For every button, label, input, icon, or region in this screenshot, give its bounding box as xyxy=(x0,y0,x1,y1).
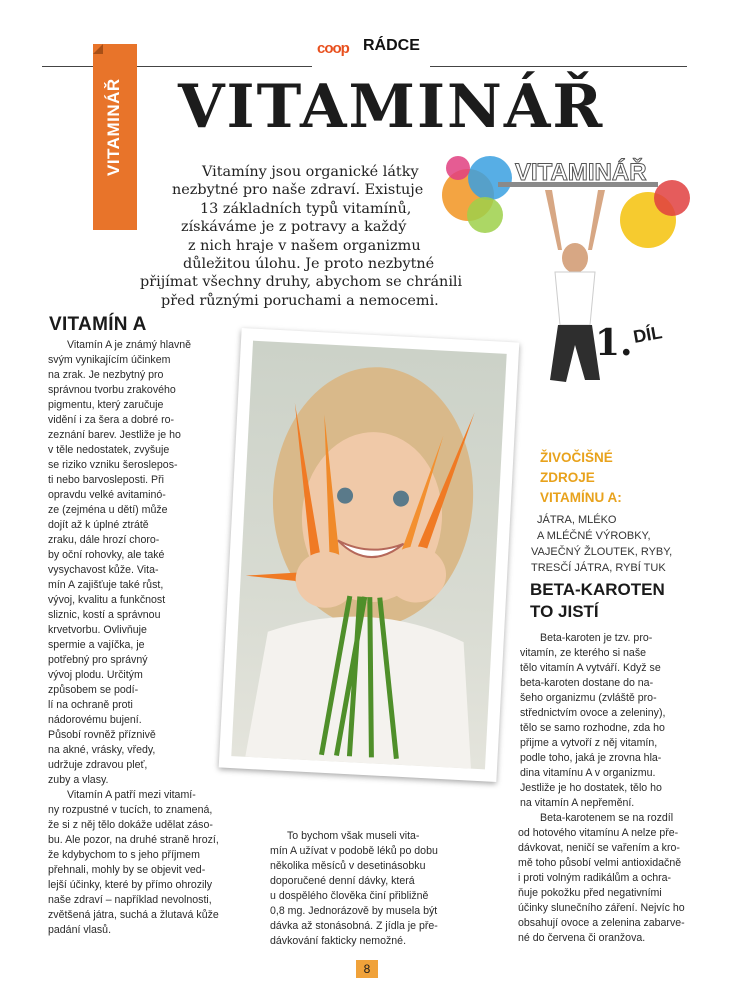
text-line: mě toho působí velmi antioxidačně xyxy=(518,857,682,869)
text-line: Vitamín A patří mezi vitamí- xyxy=(67,789,196,801)
text-line: dina vitamínu A v organizmu. xyxy=(520,767,656,779)
text-line: šeho organizmu (zvláště pro- xyxy=(520,692,657,704)
list-line: TRESČÍ JÁTRA, RYBÍ TUK xyxy=(531,562,666,574)
text-line: vývoj plodu. Určitým xyxy=(48,669,143,681)
heading-line: VITAMÍNU A: xyxy=(540,490,622,505)
text-line: dávkování fakticky nemožné. xyxy=(270,935,407,947)
text-line: lí na ochraně proti xyxy=(48,699,133,711)
text-line: ňuje pokožku před negativními xyxy=(518,887,662,899)
text-line: beta-karoten dostane do na- xyxy=(520,677,654,689)
balloon-red xyxy=(654,180,690,216)
shirt xyxy=(245,611,478,769)
text-line: se riziko vzniku šeroslepos- xyxy=(48,459,178,471)
photo-frame xyxy=(219,328,520,782)
vitamin-a-column-2 xyxy=(270,829,438,949)
man-left-arm xyxy=(545,190,562,250)
text-line: vitamín, ze kterého si naše xyxy=(520,647,647,659)
text-line: Působí rovněž příznivě xyxy=(48,729,156,741)
text-line: podle toho, jaká je zrovna hla- xyxy=(520,752,662,764)
part-number: 1. xyxy=(595,322,633,364)
text-line: od hotového vitamínu A nelze pře- xyxy=(518,827,679,839)
heading-vitamin-a: VITAMÍN A xyxy=(49,314,147,335)
intro-line: 13 základních typů vitamínů, xyxy=(200,200,412,217)
text-line: na zrak. Je nezbytný pro xyxy=(48,369,164,381)
text-line: zuby a vlasy. xyxy=(48,774,109,786)
text-line: ze (zejména u dětí) může xyxy=(48,504,168,516)
animal-sources-list xyxy=(531,512,673,576)
text-line: To bychom však museli vita- xyxy=(287,830,420,842)
page-number: 8 xyxy=(356,960,378,978)
text-line: tělo vitamín A vytváří. Když se xyxy=(520,662,661,674)
text-line: nádorovému bujení. xyxy=(48,714,142,726)
text-line: mín A zajišťuje také růst, xyxy=(48,579,164,591)
animal-sources-heading xyxy=(540,448,622,508)
text-line: naše zdraví – například nevolnosti, xyxy=(48,894,212,906)
text-line: by oční rohovky, ale také xyxy=(48,549,165,561)
text-line: Vitamín A je známý hlavně xyxy=(67,339,192,351)
ribbon-fold xyxy=(93,44,103,54)
text-line: krvetvorbu. Ovlivňuje xyxy=(48,624,147,636)
text-line: ny rozpustné v tucích, to znamená, xyxy=(48,804,213,816)
section-label: RÁDCE xyxy=(363,37,420,54)
beta-karoten-column xyxy=(518,631,685,946)
balloon-pink xyxy=(446,156,470,180)
ribbon-label: VITAMINÁŘ xyxy=(104,78,123,176)
text-line: že si z něj tělo dokáže udělat záso- xyxy=(48,819,213,831)
text-line: Jestliže je ho dostatek, tělo ho xyxy=(520,782,662,794)
text-line: vysychavost kůže. Vita- xyxy=(48,564,159,576)
man-head xyxy=(562,243,588,273)
intro-line: před různými poruchami a nemocemi. xyxy=(161,292,439,309)
text-line: způsobem se podí- xyxy=(48,684,139,696)
man-tank-top xyxy=(555,272,595,325)
list-line: A MLÉČNÉ VÝROBKY, xyxy=(537,530,651,542)
page-title: VITAMINÁŘ xyxy=(178,72,605,142)
text-line: zvětšená játra, suchá a žlutavá kůže xyxy=(48,909,219,921)
text-line: potřebný pro správný xyxy=(48,654,148,666)
text-line: zeznání barev. Jestliže je ho xyxy=(48,429,181,441)
text-line: bu. Ale pozor, na druhé straně hrozí, xyxy=(48,834,219,846)
intro-line: důležitou úlohu. Je proto nezbytné xyxy=(183,256,435,273)
photo-girl-with-carrots xyxy=(231,341,506,770)
text-line: střednictvím ovoce a zeleniny), xyxy=(520,707,666,719)
text-line: Beta-karoten je tzv. pro- xyxy=(540,632,653,644)
text-line: sliznic, kostí a správnou xyxy=(48,609,161,621)
beta-karoten-heading xyxy=(530,579,665,623)
text-line: dojít až k úplné ztrátě xyxy=(48,519,149,531)
text-line: na vitamín A nepřemění. xyxy=(520,797,635,809)
list-line: JÁTRA, MLÉKO xyxy=(537,514,617,526)
text-line: obsahují ovoce a zelenina zabarve- xyxy=(518,917,685,929)
text-line: přehnali, mohly by se objevit ved- xyxy=(48,864,206,876)
vitamin-a-column-1 xyxy=(48,338,219,938)
list-line: VAJEČNÝ ŽLOUTEK, RYBY, xyxy=(531,546,673,558)
text-line: né do červena či oranžova. xyxy=(518,932,646,944)
illustration-banner: VITAMINÁŘ xyxy=(515,159,647,186)
text-line: vývoj, kvalitu a funkčnost xyxy=(48,594,166,606)
text-line: správnou tvorbu zrakového xyxy=(48,384,176,396)
text-line: 0,8 mg. Jednorázově by musela být xyxy=(270,905,438,917)
heading-line: TO JISTÍ xyxy=(530,602,599,621)
text-line: Beta-karotenem se na rozdíl xyxy=(540,812,674,824)
text-line: ti nebo barvosleposti. Při xyxy=(48,474,165,486)
text-line: tělo se samo rozhodne, zda ho xyxy=(520,722,665,734)
man-right-arm xyxy=(588,190,605,250)
heading-line: ZDROJE xyxy=(540,470,595,485)
text-line: účinky slunečního záření. Nejvíc ho xyxy=(518,902,685,914)
text-line: i proti volným radikálům a ochra- xyxy=(518,872,672,884)
text-line: že kdybychom to s jeho příjmem xyxy=(48,849,200,861)
intro-line: přijímat všechny druhy, abychom se chránili xyxy=(140,274,463,291)
text-line: dávkovat, neničí se vařením a kro- xyxy=(518,842,680,854)
text-line: svým vynikajícím účinkem xyxy=(48,354,171,366)
text-line: pigmentu, který zaručuje xyxy=(48,399,164,411)
part-word: DÍL xyxy=(631,322,664,347)
text-line: přijme a vytvoří z něj vitamín, xyxy=(520,737,658,749)
text-line: mín A užívat v podobě léků po dobu xyxy=(270,845,438,857)
header-rule-right xyxy=(430,66,687,67)
heading-line: BETA-KAROTEN xyxy=(530,580,665,599)
man-pants xyxy=(550,325,600,382)
intro-line: získáváme je z potravy a každý xyxy=(181,219,407,236)
text-line: spermie a vajíčka, je xyxy=(48,639,145,651)
text-line: doporučené denní dávky, která xyxy=(270,875,415,887)
text-line: zraku, dále hrozí choro- xyxy=(48,534,160,546)
intro-line: z nich hraje v našem organizmu xyxy=(188,237,421,254)
text-line: v těle nedostatek, zvyšuje xyxy=(48,444,170,456)
girl-with-carrots-image xyxy=(231,341,506,770)
text-line: opravdu velké avitaminó- xyxy=(48,489,166,501)
text-line: padání vlasů. xyxy=(48,924,112,936)
balloon-green xyxy=(467,197,503,233)
coop-logo: coop xyxy=(317,40,349,57)
text-line: u dospělého člověka činí přibližně xyxy=(270,890,429,902)
header-rule-left xyxy=(42,66,312,67)
text-line: udržuje zdravou pleť, xyxy=(48,759,148,771)
intro-line: nezbytné pro naše zdraví. Existuje xyxy=(172,182,424,199)
text-line: na akné, vrásky, vředy, xyxy=(48,744,156,756)
text-line: vidění i za šera a dobré ro- xyxy=(48,414,175,426)
text-line: několika měsíců v desetinásobku xyxy=(270,860,426,872)
text-line: lejší účinky, které by přímo ohrozily xyxy=(48,879,213,891)
text-line: dávka až stonásobná. Z jídla je pře- xyxy=(270,920,438,932)
heading-line: ŽIVOČIŠNÉ xyxy=(540,450,613,465)
intro-line: Vitamíny jsou organické látky xyxy=(202,164,419,180)
balloon-blue xyxy=(468,156,512,200)
